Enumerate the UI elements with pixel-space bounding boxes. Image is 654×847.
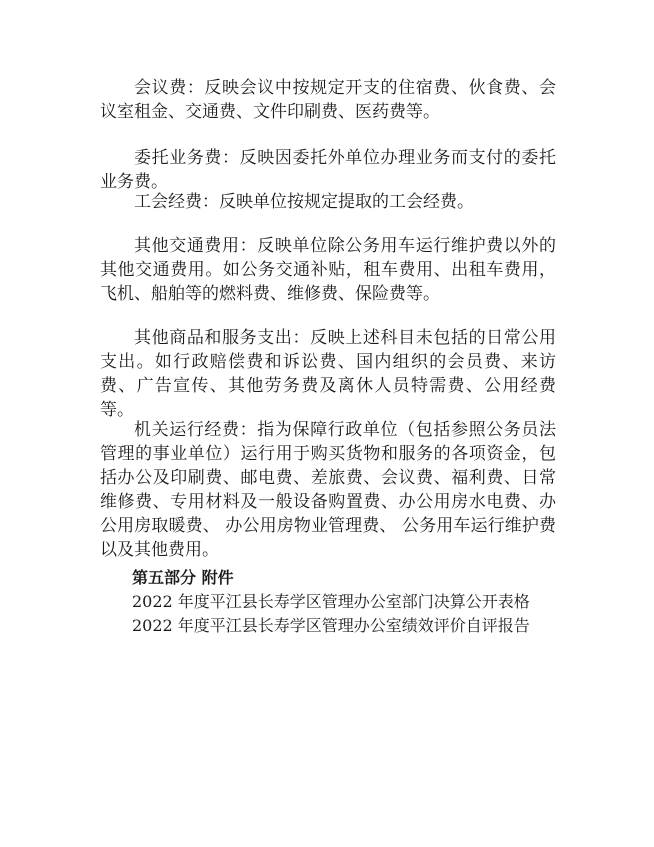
attachment-item: 2022 年度平江县长寿学区管理办公室绩效评价自评报告 xyxy=(132,616,530,635)
paragraph-union-fund: 工会经费：反映单位按规定提取的工会经费。 xyxy=(134,192,474,212)
paragraph-agency-operating-expenses: 机关运行经费：指为保障行政单位（包括参照公务员法管理的事业单位）运行用于购买货物和服务的各项资金，包括办公及印刷费、邮电费、差旅费、会议费、福利费、日常维修费、专用材料及一般设备购置费、办公用房水电费、办公用房取暖费、 办公用房物业管理费、 公务用车运行维护费以及其他费用。 xyxy=(100,420,556,560)
section-title: 第五部分 附件 xyxy=(132,568,234,587)
paragraph-entrusted-business-fee: 委托业务费：反映因委托外单位办理业务而支付的委托业务费。 xyxy=(100,148,556,192)
paragraph-meeting-fee: 会议费：反映会议中按规定开支的住宿费、伙食费、会议室租金、交通费、文件印刷费、医药费等。 xyxy=(100,78,556,122)
attachment-item: 2022 年度平江县长寿学区管理办公室部门决算公开表格 xyxy=(132,592,530,611)
paragraph-other-goods-services: 其他商品和服务支出：反映上述科目未包括的日常公用支出。如行政赔偿费和诉讼费、国内组织的会员费、来访费、广告宣传、其他劳务费及离休人员特需费、公用经费等。 xyxy=(100,328,556,420)
paragraph-other-transport-fee: 其他交通费用：反映单位除公务用车运行维护费以外的其他交通费用。如公务交通补贴，租车费用、出租车费用，飞机、船舶等的燃料费、维修费、保险费等。 xyxy=(100,236,556,304)
